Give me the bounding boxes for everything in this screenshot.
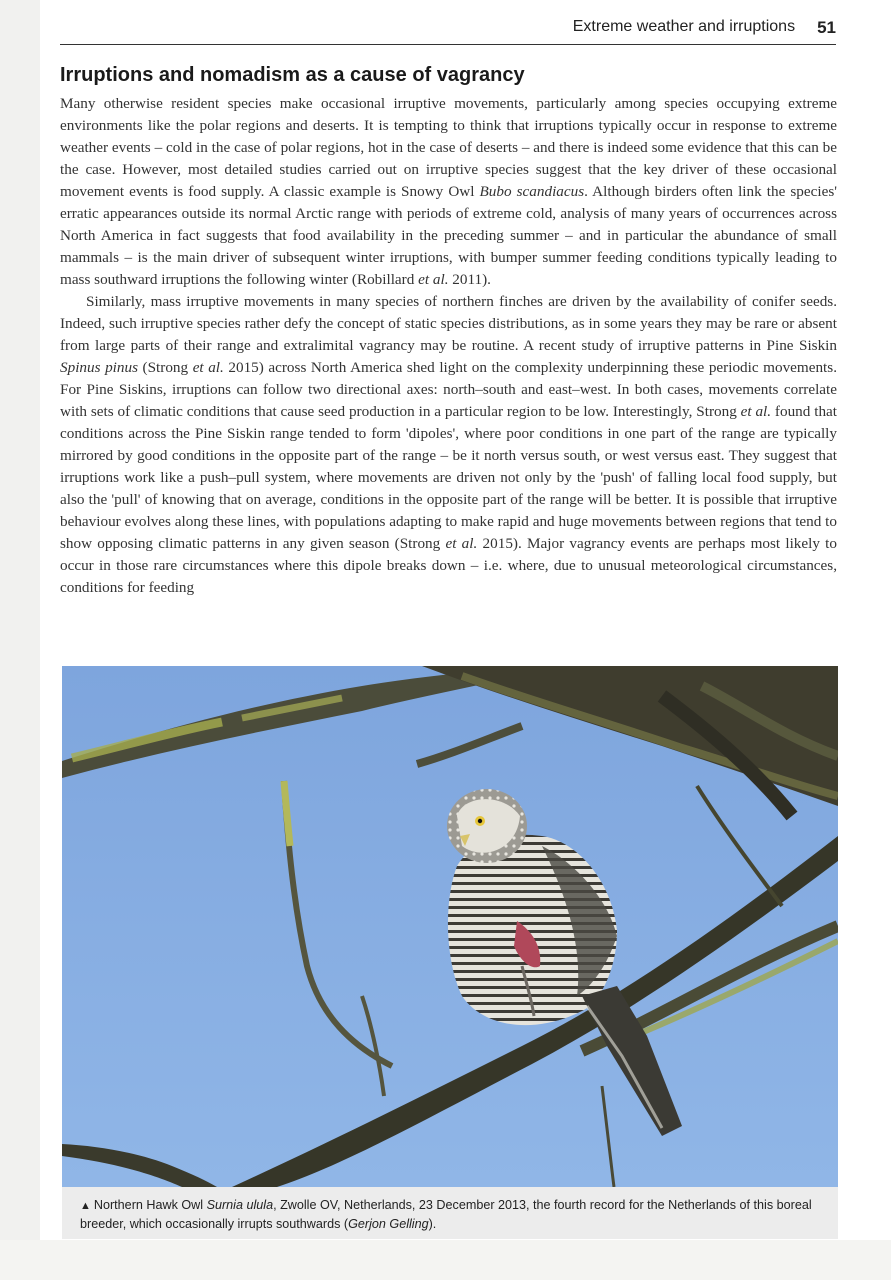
text-run: Similarly, mass irruptive movements in many species of northern finches are driven by the availability of conifer seeds. Indeed, such irruptive species rather defy the concept of static species distributions, as in some years they may be rare or absent from large parts of their range and extralimital vagrancy may be routine. A recent study of irruptive patterns in Pine Siskin (60, 293, 837, 354)
owl-photo-illustration (62, 666, 838, 1187)
paragraph-1 (60, 93, 837, 291)
caption-text: Northern Hawk Owl (93, 1198, 207, 1212)
photo-credit: Gerjon Gelling (348, 1217, 429, 1231)
caption-text: ). (428, 1217, 437, 1231)
section-heading: Irruptions and nomadism as a cause of vagrancy (60, 64, 525, 86)
caption-scientific-name: Surnia ulula (206, 1198, 274, 1212)
photo-caption (62, 1187, 838, 1239)
page-number: 51 (817, 18, 836, 37)
scientific-name: Bubo scandiacus (479, 183, 585, 200)
text-run: found that conditions across the Pine Siskin range tended to form 'dipoles', where poor conditions in one part of the range are typically mirrored by good conditions in the opposite part of the range – be it north versus south, or west versus east. They suggest that irruptions work like a push–pull system, where movements are driven not only by the 'push' of falling local food supply, but also the 'pull' of knowing that on average, conditions in the opposite part of the range will be better. It is possible that irruptive behaviour evolves along these lines, with populations adapting to make rapid and huge movements between regions that tend to show opposing climatic patterns in any given season (Strong (60, 403, 837, 552)
running-head-title: Extreme weather and irruptions (572, 18, 796, 35)
scientific-name: Spinus pinus (60, 359, 138, 376)
citation-etal: et al. (445, 535, 478, 552)
caption-marker-icon: ▲ (80, 1200, 91, 1212)
citation-etal: et al. (192, 359, 224, 376)
citation-etal: et al. (418, 271, 449, 288)
text-run: 2011). (448, 271, 491, 288)
page-margin-bottom (0, 1240, 891, 1280)
text-run: . Although birders often link the species' erratic appearances outside its normal Arctic range with periods of extreme cold, analysis of many years of occurrences across North America in fact suggests that food availability in the preceding summer – and in particular the abundance of small mammals – is the main driver of subsequent winter irruptions, with bumper summer feeding conditions typically leading to mass southward irruptions the following winter (Robillard (60, 183, 837, 288)
paragraph-2 (60, 291, 837, 599)
caption-text: , Zwolle OV, Netherlands, 23 December 2013, the fourth record for the Netherlands of this boreal breeder, which occasionally irrupts southwards ( (80, 1198, 812, 1231)
owl-photo (62, 666, 838, 1187)
text-run: (Strong (137, 359, 193, 376)
body-text (60, 93, 837, 599)
text-run: 2015). Major vagrancy events are perhaps most likely to occur in those rare circumstances where this dipole breaks down – i.e. where, due to unusual meteorological circumstances, conditions for feeding (60, 535, 837, 596)
running-head (60, 18, 836, 45)
text-run: 2015) across North America shed light on the complexity underpinning these periodic movements. For Pine Siskins, irruptions can follow two directional axes: north–south and east–west. In both cases, movements correlate with sets of climatic conditions that cause seed production in a particular region to be low. Interestingly, Strong (60, 359, 837, 420)
page-margin-left (0, 0, 40, 1280)
citation-etal: et al. (740, 403, 772, 420)
text-run: Many otherwise resident species make occasional irruptive movements, particularly among species occupying extreme environments like the polar regions and deserts. It is tempting to think that irruptions typically occur in response to extreme weather events – cold in the case of polar regions, hot in the case of deserts – and there is indeed some evidence that this can be the case. However, most detailed studies carried out on irruptive species suggest that the key driver of these occasional movement events is food supply. A classic example is Snowy Owl (60, 95, 837, 200)
